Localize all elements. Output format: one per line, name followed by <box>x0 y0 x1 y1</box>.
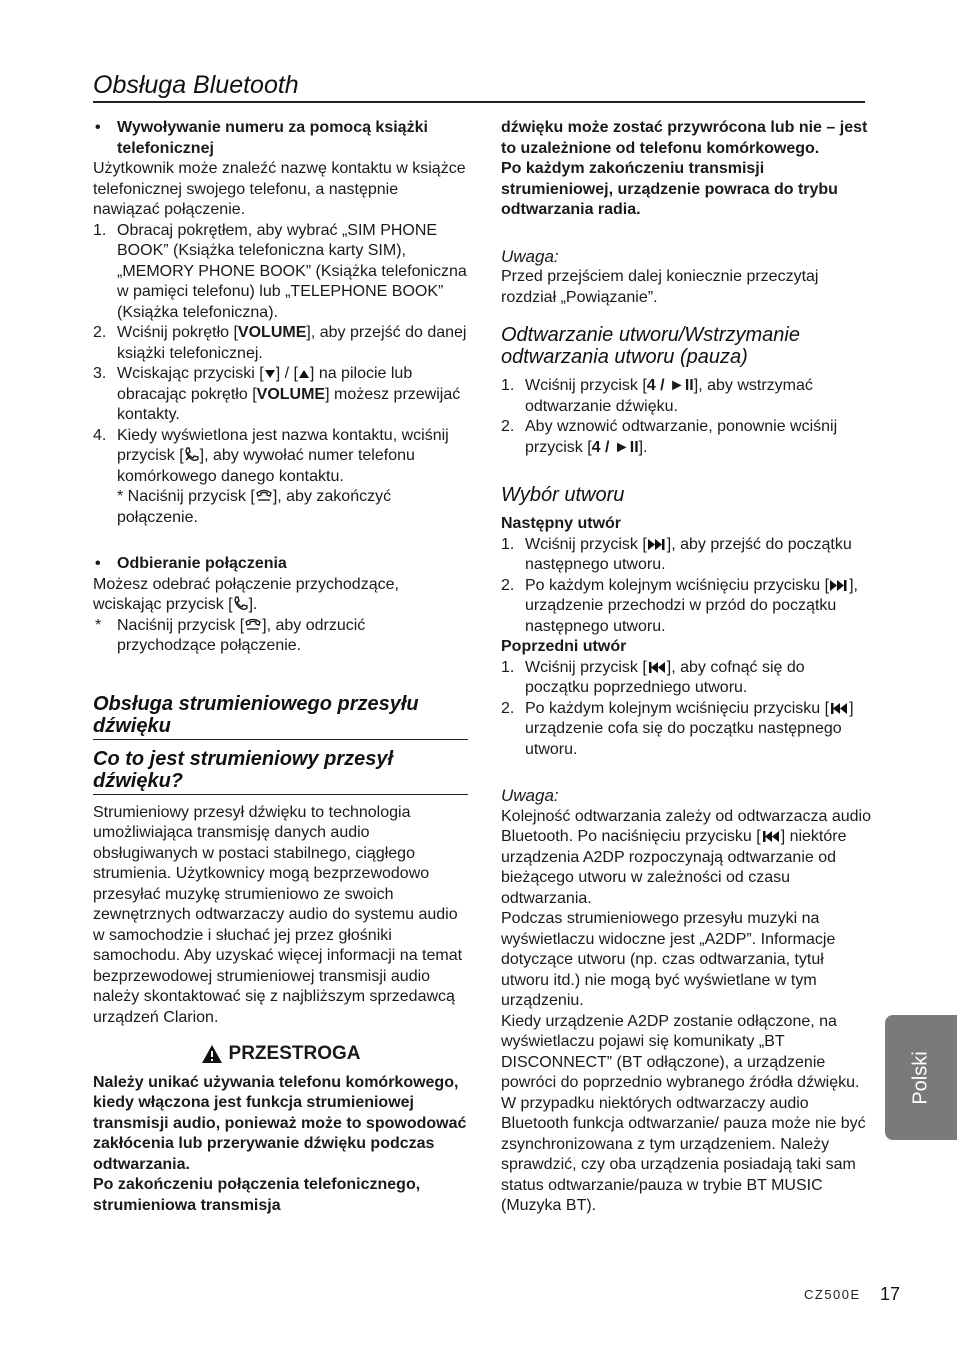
page-title: Obsługa Bluetooth <box>93 71 299 99</box>
step-text: ]. <box>638 438 648 456</box>
warning-triangle-icon <box>201 1044 223 1064</box>
prev-step-2 <box>501 699 871 761</box>
step-text: ], urządzenie przechodzi w przód do początku następnego utworu. <box>525 576 858 635</box>
step-number: 2. <box>93 324 107 341</box>
dial-step-1 <box>93 221 468 324</box>
next-step-1 <box>501 535 871 576</box>
reject-note <box>93 616 468 657</box>
phone-call-icon <box>184 446 200 462</box>
phone-call-icon <box>233 595 249 611</box>
note-text: * Naciśnij przycisk [ <box>117 488 255 505</box>
step-number: 1. <box>93 221 107 239</box>
stream-continued: dźwięku może zostać przywrócona lub nie – jest to uzależnione od telefonu komórkowego. <box>501 119 868 157</box>
reject-text-a: Naciśnij przycisk [ <box>117 616 245 634</box>
note-1-body: Przed przejściem dalej koniecznie przeczytaj rozdział „Powiązanie”. <box>501 268 819 306</box>
step-number: 2. <box>501 418 515 435</box>
note-2-body <box>501 807 871 910</box>
answer-text <box>93 575 468 616</box>
step-number: 2. <box>501 699 515 717</box>
step-text: ], aby przejść do początku następnego utworu. <box>525 535 852 573</box>
volume-button-label: VOLUME <box>256 385 326 403</box>
up-triangle-icon <box>298 368 310 380</box>
warning-body: Należy unikać używania telefonu komórkowego, kiedy włączona jest funkcja strumieniowej transmisji audio, ponieważ może to spowodować zakłócenia lub przerywanie dźwięku podczas odtwarzania. <box>93 1073 467 1173</box>
note-1-label: Uwaga: <box>501 246 559 266</box>
track-select-heading: Wybór utworu <box>501 484 625 506</box>
prev-step-1 <box>501 658 871 699</box>
prev-track-icon <box>647 661 667 674</box>
answer-heading: • Odbieranie połączenia <box>93 554 468 575</box>
step-text: Kiedy wyświetlona jest nazwa kontaktu, wciśnij przycisk [ <box>117 426 449 464</box>
left-column <box>93 118 468 1216</box>
note-2-paragraph-4: W przypadku niektórych odtwarzaczy audio Bluetooth funkcja odtwarzanie/ pauza może nie być zsynchronizowana z tym urządzeniem. Należy sprawdzić, czy oba urządzenia posiadają taki sam status odtwarzanie/pauza w trybie BT MUSIC (Muzyka BT). <box>501 1094 866 1214</box>
answer-text-a: Możesz odebrać połączenie przychodzące, wciskając przycisk [ <box>93 575 399 613</box>
what-is-streaming-heading: Co to jest strumieniowy przesył dźwięku? <box>93 748 468 795</box>
step-number: 1. <box>501 377 515 394</box>
step-text: ], aby wywołać numer telefonu komórkowego danego kontaktu. <box>117 447 415 485</box>
note-2-text-b: ] niektóre urządzenia A2DP rozpoczynają odtwarzanie od bieżącego utworu w zależności od czasu odtwarzania. <box>501 828 847 907</box>
step-number: 1. <box>501 658 515 676</box>
warning-label: PRZESTROGA <box>228 1043 361 1064</box>
stream-radio-return: Po każdym zakończeniu transmisji strumieniowej, urządzenie powraca do trybu odtwarzania radia. <box>501 160 838 218</box>
note-2-text-a: Kolejność odtwarzania zależy od odtwarzacza audio Bluetooth. Po naciśnięciu przycisku [ <box>501 807 871 845</box>
step-text: Po każdym kolejnym wciśnięciu przycisku [ <box>525 576 830 594</box>
play-pause-button-label: 4 / ►II <box>646 377 694 394</box>
step-text: Wciśnij przycisk [ <box>525 377 647 394</box>
dial-heading: • Wywoływanie numeru za pomocą książki telefonicznej <box>93 118 468 159</box>
step-text: Wciśnij przycisk [ <box>525 535 647 553</box>
step-number: 4. <box>93 426 107 444</box>
phone-hangup-icon <box>244 616 262 632</box>
next-step-2 <box>501 576 871 638</box>
play-step-2 <box>501 417 871 458</box>
note-2-label: Uwaga: <box>501 786 559 805</box>
dial-step-4 <box>93 426 468 488</box>
reject-text-b: ], aby odrzucić przychodzące połączenie. <box>117 616 366 654</box>
step-text: ] / [ <box>275 365 298 382</box>
prev-track-heading: Poprzedni utwór <box>501 638 627 655</box>
what-is-streaming-body: Strumieniowy przesył dźwięku to technologia umożliwiająca transmisję danych audio obsługiwanych w postaci stabilnego, ciągłego strumienia. Użytkownicy mogą bezprzewodowo przesyłać muzykę strumieniowo ze swoich zewnętrznych odtwarzaczy audio do systemu audio w samochodzie i słuchać jej przez głośniki samochodu. Aby uzyskać więcej informacji na temat bezprzewodowej strumieniowej transmisji audio należy skontaktować się z najbliższym sprzedawcą urządzeń Clarion. <box>93 803 463 1026</box>
dial-step-4-note <box>93 487 468 528</box>
step-text: Aby wznowić odtwarzanie, ponownie wciśnij przycisk [ <box>525 418 838 456</box>
step-text: ], aby przejść do danej książki telefonicznej. <box>117 324 467 362</box>
note-2-paragraph-3: Kiedy urządzenie A2DP zostanie odłączone, na wyświetlaczu pojawi się komunikaty „BT DISCONNECT” (BT odłączone), a urządzenie powróci do poprzednio wybranego źródła dźwięku. <box>501 1012 860 1091</box>
dial-intro: Użytkownik może znaleźć nazwę kontaktu w książce telefonicznej swojego telefonu, a następnie nawiązać połączenie. <box>93 160 466 218</box>
warning-body-2: Po zakończeniu połączenia telefonicznego, strumieniowa transmisja <box>93 1176 421 1214</box>
step-number: 3. <box>93 365 107 382</box>
step-text: Wciśnij przycisk [ <box>525 658 647 676</box>
stream-heading: Obsługa strumieniowego przesyłu dźwięku <box>93 693 468 740</box>
step-text: ], aby wstrzymać odtwarzanie dźwięku. <box>525 377 813 415</box>
dial-step-2 <box>93 323 468 364</box>
play-pause-button-label: 4 / ►II <box>591 438 639 456</box>
footer-model: CZ500E <box>804 1287 861 1302</box>
dial-step-3 <box>93 364 468 426</box>
answer-text-b: ]. <box>248 596 258 613</box>
note-text: ], aby zakończyć połączenie. <box>117 488 392 526</box>
volume-button-label: VOLUME <box>237 324 307 341</box>
language-tab <box>885 1015 957 1140</box>
warning-banner <box>93 1044 468 1065</box>
prev-track-icon <box>761 830 781 843</box>
note-2-paragraph-2: Podczas strumieniowego przesyłu muzyki na wyświetlaczu widoczne jest „A2DP”. Informacje dotyczące utworu (np. czas odtwarzania, tytuł utworu itd.) nie mogą być wyświetlane w tym urządzeniu. <box>501 910 836 1009</box>
step-text: Po każdym kolejnym wciśnięciu przycisku [ <box>525 699 830 717</box>
step-text: Obracaj pokrętłem, aby wybrać „SIM PHONE BOOK” (Książka telefoniczna karty SIM), „MEMORY PHONE BOOK” (Książka telefoniczna w pamięci telefonu) lub „TELEPHONE BOOK” (Książka telefoniczna). <box>117 221 467 321</box>
step-text: ] możesz przewijać kontakty. <box>117 385 461 423</box>
play-step-1 <box>501 376 871 417</box>
star-mark: * <box>95 616 102 634</box>
phone-hangup-icon <box>255 487 273 503</box>
language-tab-label: Polski <box>909 1050 932 1105</box>
step-text: ] urządzenie cofa się do początku następnego utworu. <box>525 699 854 758</box>
next-track-icon <box>647 538 667 551</box>
right-column <box>501 118 871 1217</box>
next-track-icon <box>829 579 849 592</box>
play-pause-heading: Odtwarzanie utworu/Wstrzymanie odtwarzania utworu (pauza) <box>501 324 800 368</box>
step-text: Wciśnij pokrętło [ <box>117 324 238 341</box>
step-text: ] na pilocie lub obracając pokrętło [ <box>117 365 413 403</box>
prev-track-icon <box>829 702 849 715</box>
title-rule <box>93 101 865 103</box>
down-triangle-icon <box>264 368 276 380</box>
next-track-heading: Następny utwór <box>501 515 622 532</box>
step-number: 1. <box>501 535 515 553</box>
page-number: 17 <box>880 1284 901 1304</box>
step-text: Wciskając przyciski [ <box>117 365 264 382</box>
step-number: 2. <box>501 576 515 594</box>
step-text: ], aby cofnąć się do początku poprzedniego utworu. <box>525 658 805 696</box>
